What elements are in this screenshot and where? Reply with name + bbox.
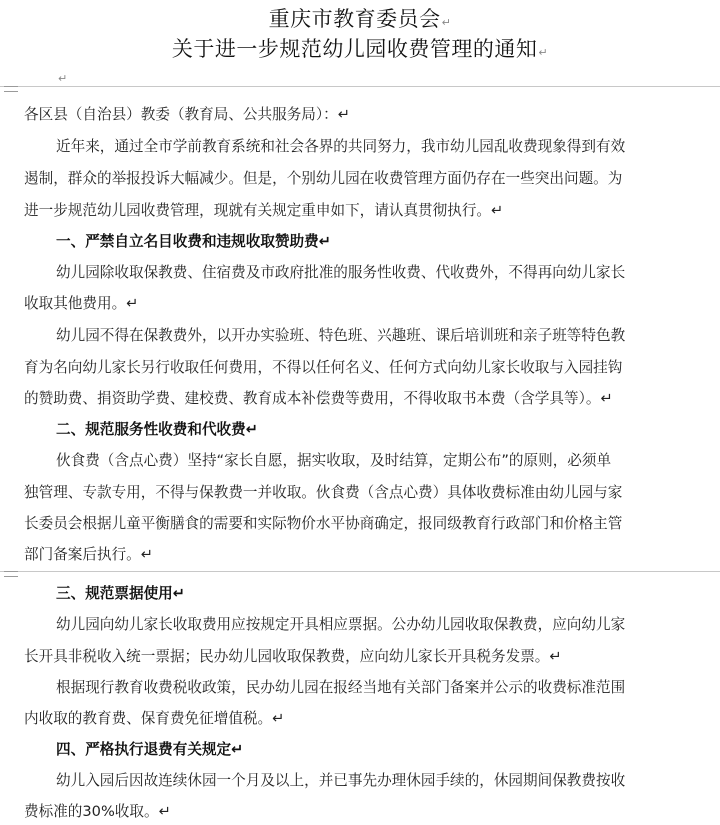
paragraph-line: 长开具非税收入统一票据；民办幼儿园收取保教费，应向幼儿家长开具税务发票。↵ [24,648,562,665]
paragraph-line: 伙食费（含点心费）坚持“家长自愿，据实收取，及时结算，定期公布”的原则，必须单 [56,452,612,469]
title-line-1-text: 重庆市教育委员会 [268,7,441,31]
paragraph-line: 收取其他费用。↵ [24,295,139,312]
paragraph-line: 独管理、专款专用，不得与保教费一并收取。伙食费（含点心费）具体收费标准由幼儿园与家 [24,484,623,501]
page-break-marker [4,86,18,92]
section-heading-3: 三、规范票据使用↵ [56,585,185,602]
paragraph-line: 部门备案后执行。↵ [24,546,153,563]
document-title-line-1 [0,4,720,38]
section-heading-4: 四、严格执行退费有关规定↵ [56,741,244,758]
paragraph-line: 幼儿园不得在保教费外，以开办实验班、特色班、兴趣班、课后培训班和亲子班等特色教 [56,327,626,344]
paragraph-line: 育为名向幼儿家长另行收取任何费用，不得以任何名义、任何方式向幼儿家长收取与入园挂钩 [24,359,623,376]
paragraph-line: 幼儿园向幼儿家长收取费用应按规定开具相应票据。公办幼儿园收取保教费，应向幼儿家 [56,616,626,633]
paragraph-line: 遏制，群众的举报投诉大幅减少。但是，个别幼儿园在收费管理方面仍存在一些突出问题。为 [24,170,623,187]
title-line-2-text: 关于进一步规范幼儿园收费管理的通知 [171,37,538,61]
page-break-line [0,571,720,572]
paragraph-line: 幼儿入园后因故连续休园一个月及以上，并已事先办理休园手续的，休园期间保教费按收 [56,772,626,789]
paragraph-line: 根据现行教育收费税收政策，民办幼儿园在报经当地有关部门备案并公示的收费标准范围 [56,679,626,696]
paragraph-line: 费标准的30%收取。↵ [24,803,171,820]
paragraph-mark-icon: ↵ [58,72,68,85]
salutation-line: 各区县（自治县）教委（教育局、公共服务局）：↵ [24,106,350,123]
paragraph-mark-icon: ↵ [538,46,549,59]
paragraph-line: 长委员会根据儿童平衡膳食的需要和实际物价水平协商确定，报同级教育行政部门和价格主管 [24,515,623,532]
section-heading-2: 二、规范服务性收费和代收费↵ [56,421,258,438]
paragraph-mark-icon: ↵ [441,16,452,29]
section-heading-1: 一、严禁自立名目收费和违规收取赞助费↵ [56,233,331,250]
paragraph-line: 近年来，通过全市学前教育系统和社会各界的共同努力，我市幼儿园乱收费现象得到有效 [56,138,626,155]
paragraph-line: 内收取的教育费、保育费免征增值税。↵ [24,710,285,727]
page-break-line [0,86,720,87]
document-title-line-2 [0,34,720,68]
paragraph-line: 的赞助费、捐资助学费、建校费、教育成本补偿费等费用，不得收取书本费（含学具等）。↵ [24,390,613,407]
paragraph-line: 进一步规范幼儿园收费管理，现就有关规定重申如下，请认真贯彻执行。↵ [24,202,504,219]
paragraph-line: 幼儿园除收取保教费、住宿费及市政府批准的服务性收费、代收费外，不得再向幼儿家长 [56,264,626,281]
page-break-marker [4,571,18,577]
